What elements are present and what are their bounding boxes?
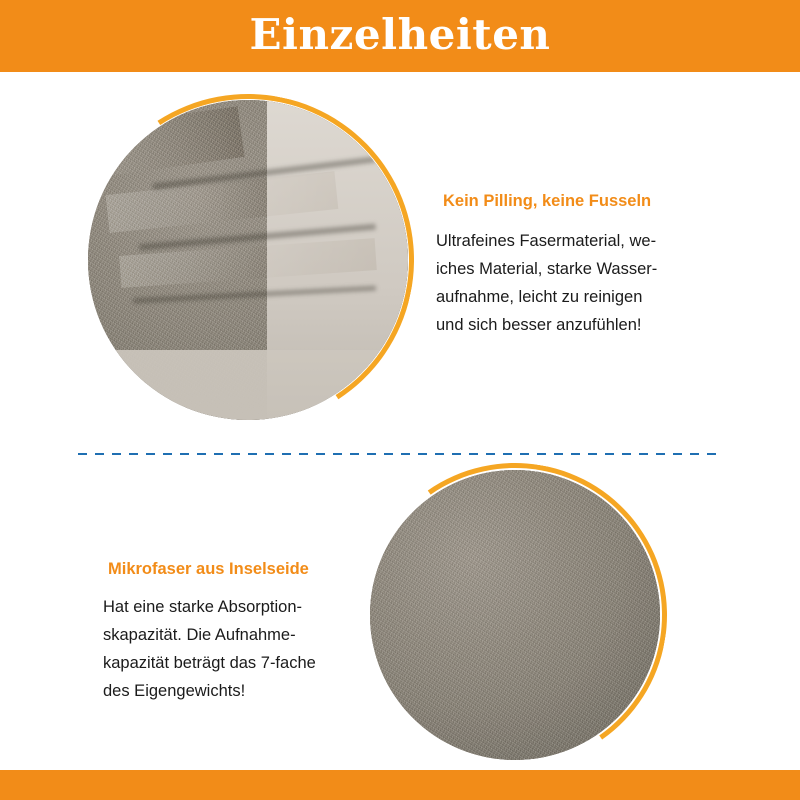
photo-background-surface: [88, 350, 408, 420]
section-divider: [78, 453, 722, 455]
body-line: aufnahme, leicht zu reinigen: [436, 288, 643, 306]
section-bottom: [0, 460, 800, 760]
section-top: [0, 72, 800, 450]
body-line: Ultrafeines Fasermaterial, we-: [436, 232, 657, 250]
product-photo-folded-towel: [88, 100, 408, 420]
body-line: skapazität. Die Aufnahme-: [103, 626, 296, 644]
body-line: iches Material, starke Wasser-: [436, 260, 658, 278]
top-section-subhead: Kein Pilling, keine Fusseln: [443, 192, 652, 210]
page-header: [0, 0, 800, 72]
fabric-texture: [370, 470, 660, 760]
bottom-section-subhead: Mikrofaser aus Inselseide: [108, 560, 309, 578]
body-line: und sich besser anzufühlen!: [436, 316, 642, 334]
body-line: kapazität beträgt das 7-fache: [103, 654, 316, 672]
body-line: des Eigengewichts!: [103, 682, 246, 700]
product-photo-top-wrapper: [88, 100, 408, 420]
bottom-section-body: [103, 593, 403, 705]
product-photo-fabric-closeup: [370, 470, 660, 760]
product-photo-bottom-wrapper: [370, 470, 660, 760]
footer-band: [0, 770, 800, 800]
page-title: Einzelheiten: [249, 10, 551, 59]
top-section-body: [436, 227, 766, 339]
body-line: Hat eine starke Absorption-: [103, 598, 303, 616]
